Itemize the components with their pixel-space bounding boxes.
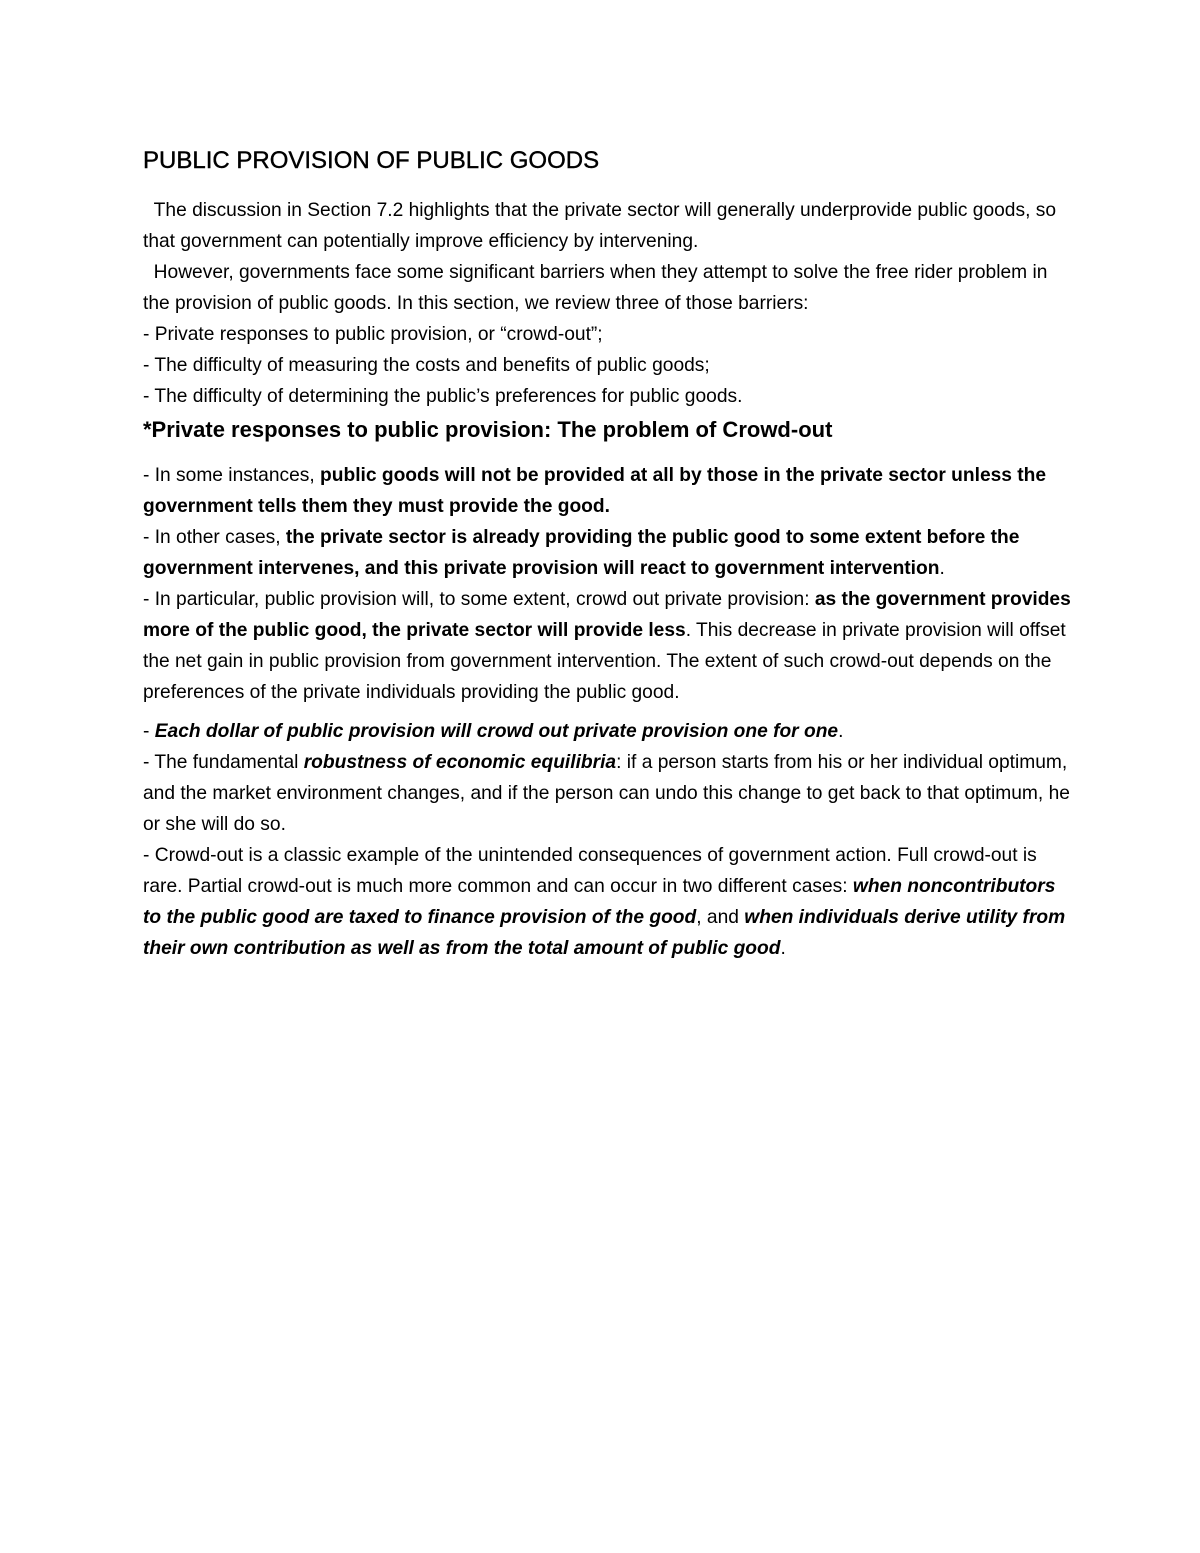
paragraph-suffix: . (838, 721, 844, 742)
paragraph-suffix: . This decrease in private provision will offset the net gain in public provision from government intervention. The extent of such crowd-out depends on the preferences of the private individuals providing the public good. (143, 620, 1066, 703)
barrier-item-2: - The difficulty of measuring the costs and benefits of public goods; (143, 355, 710, 376)
paragraph-emphasis: public goods will not be provided at all by those in the private sector unless the government tells them they must provide the good. (143, 465, 1047, 517)
intro-paragraph-1: The discussion in Section 7.2 highlights that the private sector will generally underprovide public goods, so that government can potentially improve efficiency by intervening. (143, 200, 1062, 252)
paragraph-emphasis-1: when noncontributors to the public good are taxed to finance provision of the good (143, 876, 1056, 928)
paragraph-emphasis: robustness of economic equilibria (303, 752, 617, 773)
paragraph-prefix: - In some instances, (143, 465, 321, 486)
spacer (143, 708, 1073, 716)
paragraph-in-particular (143, 584, 1073, 708)
document-page (143, 147, 1073, 964)
section-heading: *Private responses to public provision: The problem of Crowd-out (143, 417, 833, 442)
paragraph-suffix: . (780, 938, 786, 959)
paragraph-suffix: : if a person starts from his or her individual optimum, and the market environment changes, and if the person can undo this change to get back to that optimum, he or she will do so. (143, 752, 1070, 835)
paragraph-middle: , and (696, 907, 745, 928)
paragraph-prefix: - In particular, public provision will, to some extent, crowd out private provision: (143, 589, 815, 610)
paragraph-emphasis: Each dollar of public provision will crowd out private provision one for one (154, 721, 839, 742)
paragraph-prefix: - In other cases, (143, 527, 286, 548)
paragraph-crowd-out-example (143, 840, 1073, 964)
document-title: PUBLIC PROVISION OF PUBLIC GOODS (143, 147, 600, 174)
paragraph-some-instances (143, 460, 1073, 522)
paragraph-prefix: - (143, 721, 155, 742)
barrier-item-3: - The difficulty of determining the public’s preferences for public goods. (143, 386, 743, 407)
paragraph-prefix: - Crowd-out is a classic example of the unintended consequences of government action. Full crowd-out is rare. Partial crowd-out is much more common and can occur in two different cases: (143, 845, 1037, 897)
barrier-item-1: - Private responses to public provision, or “crowd-out”; (143, 324, 603, 345)
paragraph-emphasis-2: when individuals derive utility from their own contribution as well as from the total amount of public good (143, 907, 1066, 959)
paragraph-robustness (143, 747, 1073, 840)
paragraph-emphasis: as the government provides more of the public good, the private sector will provide less (143, 589, 1071, 641)
paragraph-other-cases (143, 522, 1073, 584)
paragraph-each-dollar (143, 716, 1073, 747)
paragraph-emphasis: the private sector is already providing the public good to some extent before the government intervenes, and this private provision will react to government intervention (143, 527, 1020, 579)
paragraph-prefix: - The fundamental (143, 752, 304, 773)
paragraph-suffix: . (939, 558, 945, 579)
intro-paragraph-2: However, governments face some significant barriers when they attempt to solve the free rider problem in the provision of public goods. In this section, we review three of those barriers: (143, 262, 1053, 314)
